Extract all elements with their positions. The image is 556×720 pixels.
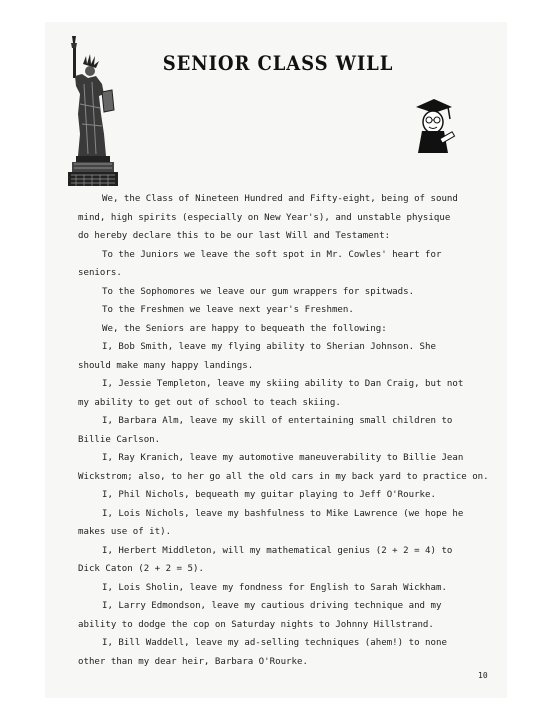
text-line: ability to dodge the cop on Saturday nights to Johnny Hillstrand. xyxy=(78,619,434,630)
text-line: I, Phil Nichols, bequeath my guitar playing to Jeff O'Rourke. xyxy=(102,490,436,500)
text-line: We, the Class of Nineteen Hundred and Fifty-eight, being of sound xyxy=(102,194,458,204)
text-line: I, Bob Smith, leave my flying ability to Sherian Johnson. She xyxy=(102,342,436,352)
text-line: I, Bill Waddell, leave my ad-selling techniques (ahem!) to none xyxy=(102,638,447,648)
text-line: To the Sophomores we leave our gum wrappers for spitwads. xyxy=(102,286,415,297)
text-line: do hereby declare this to be our last Will and Testament: xyxy=(78,231,391,241)
text-line: Dick Caton (2 + 2 = 5). xyxy=(78,564,204,574)
text-line: I, Larry Edmondson, leave my cautious driving technique and my xyxy=(102,601,442,611)
text-line: makes use of it). xyxy=(78,527,172,537)
text-line: mind, high spirits (especially on New Year's), and unstable physique xyxy=(78,212,451,223)
will-text xyxy=(78,190,488,671)
text-line: I, Jessie Templeton, leave my skiing ability to Dan Craig, but not xyxy=(102,379,464,389)
text-line: other than my dear heir, Barbara O'Rourke. xyxy=(78,656,308,667)
text-line: I, Lois Nichols, leave my bashfulness to Mike Lawrence (we hope he xyxy=(102,508,464,519)
text-line: I, Barbara Alm, leave my skill of entertaining small children to xyxy=(102,416,453,426)
text-line: I, Ray Kranich, leave my automotive maneuverability to Billie Jean xyxy=(102,453,464,463)
text-line: Billie Carlson. xyxy=(78,434,161,445)
page-number: 10 xyxy=(478,671,488,680)
graduate-cartoon-illustration xyxy=(412,95,456,157)
text-line: Wickstrom; also, to her go all the old cars in my back yard to practice on. xyxy=(78,471,489,482)
page-title: SENIOR CLASS WILL xyxy=(162,51,394,75)
text-line: my ability to get out of school to teach skiing. xyxy=(78,397,341,408)
text-line: I, Herbert Middleton, will my mathematical genius (2 + 2 = 4) to xyxy=(102,545,453,556)
text-line: We, the Seniors are happy to bequeath the following: xyxy=(102,323,387,334)
text-line: To the Freshmen we leave next year's Freshmen. xyxy=(102,305,354,315)
text-line: should make many happy landings. xyxy=(78,360,254,371)
text-line: I, Lois Sholin, leave my fondness for English to Sarah Wickham. xyxy=(102,582,447,593)
text-line: To the Juniors we leave the soft spot in Mr. Cowles' heart for xyxy=(102,249,442,260)
text-line: seniors. xyxy=(78,268,122,278)
